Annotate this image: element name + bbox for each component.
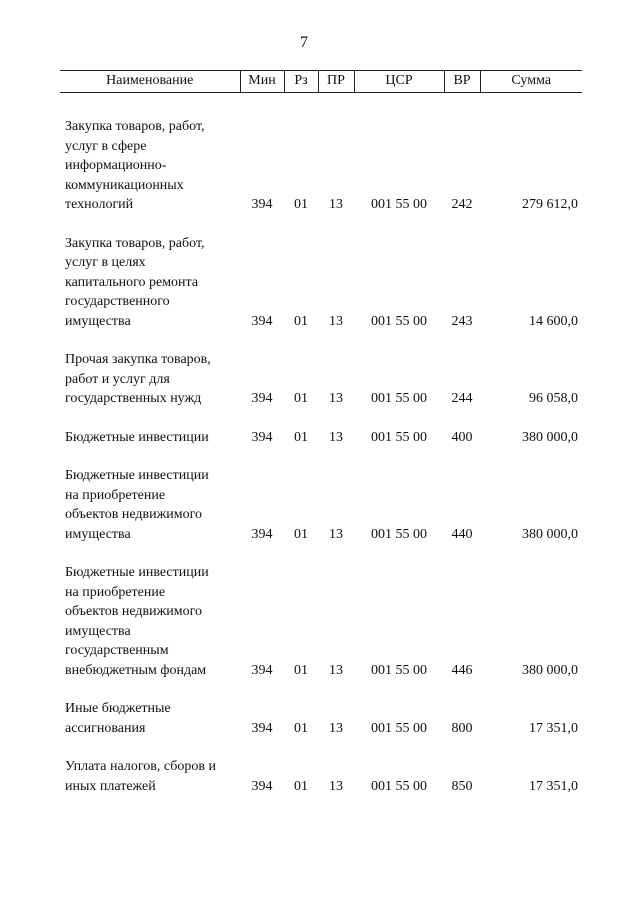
row-min: 394: [251, 391, 273, 406]
row-csr: 001 55 00: [371, 778, 427, 794]
row-min: 394: [251, 720, 273, 736]
row-min: 394: [251, 662, 273, 678]
row-csr: 001 55 00: [371, 313, 427, 329]
row-sum: 17 351,0: [529, 778, 578, 794]
row-name: Иные бюджетные ассигнования: [65, 701, 171, 736]
page-number: 7: [300, 34, 308, 51]
row-pr: 13: [329, 526, 343, 542]
row-pr: 13: [329, 662, 343, 678]
row-min: 394: [251, 197, 273, 212]
table-gap: [60, 409, 582, 428]
row-rz: 01: [294, 720, 308, 736]
row-vr: 440: [451, 526, 473, 542]
row-vr: 446: [451, 662, 473, 678]
table-gap: [60, 738, 582, 757]
table-row: [60, 699, 582, 738]
row-csr: 001 55 00: [371, 197, 427, 212]
row-sum: 279 612,0: [522, 197, 578, 212]
row-name: Уплата налогов, сборов и иных платежей: [65, 759, 216, 794]
row-sum: 380 000,0: [522, 526, 578, 542]
column-header-rz: Рз: [284, 71, 318, 93]
table-spacer: [60, 93, 582, 118]
row-name: Прочая закупка товаров, работ и услуг для государственных нужд: [65, 352, 211, 406]
row-name: Бюджетные инвестиции на приобретение объектов недвижимого имущества государственным внебюджетным фондам: [65, 565, 209, 678]
row-min: 394: [251, 526, 273, 542]
row-pr: 13: [329, 720, 343, 736]
table-row: [60, 757, 582, 796]
row-min: 394: [251, 313, 273, 329]
row-sum: 14 600,0: [529, 313, 578, 329]
column-header-pr: ПР: [318, 71, 354, 93]
row-csr: 001 55 00: [371, 526, 427, 542]
table-row: [60, 466, 582, 544]
row-pr: 13: [329, 391, 343, 406]
column-header-sum: Сумма: [480, 71, 582, 93]
row-rz: 01: [294, 197, 308, 212]
row-rz: 01: [294, 662, 308, 678]
row-pr: 13: [329, 197, 343, 212]
row-name: Бюджетные инвестиции на приобретение объектов недвижимого имущества: [65, 468, 209, 542]
column-header-vr: ВР: [444, 71, 480, 93]
row-min: 394: [251, 778, 273, 794]
budget-table: [60, 70, 582, 796]
row-vr: 850: [451, 778, 473, 794]
row-vr: 400: [451, 429, 473, 445]
row-sum: 96 058,0: [529, 391, 578, 406]
table-row: [60, 428, 582, 448]
table-gap: [60, 215, 582, 234]
row-pr: 13: [329, 429, 343, 445]
table-row: [60, 117, 582, 215]
table-gap: [60, 680, 582, 699]
table-row: [60, 234, 582, 332]
row-csr: 001 55 00: [371, 391, 427, 406]
row-vr: 243: [451, 313, 473, 329]
table-header-row: [60, 71, 582, 93]
row-vr: 800: [451, 720, 473, 736]
row-rz: 01: [294, 429, 308, 445]
row-csr: 001 55 00: [371, 662, 427, 678]
row-sum: 380 000,0: [522, 429, 578, 445]
row-rz: 01: [294, 778, 308, 794]
column-header-csr: ЦСР: [354, 71, 444, 93]
row-vr: 244: [451, 391, 473, 406]
table-gap: [60, 447, 582, 466]
column-header-name: Наименование: [60, 71, 240, 93]
row-rz: 01: [294, 391, 308, 406]
table-gap: [60, 331, 582, 350]
row-name: Закупка товаров, работ, услуг в сфере информационно- коммуникационных технологий: [65, 119, 205, 212]
row-vr: 242: [451, 197, 473, 212]
row-pr: 13: [329, 778, 343, 794]
row-pr: 13: [329, 313, 343, 329]
table-row: [60, 563, 582, 680]
table-gap: [60, 544, 582, 563]
row-sum: 17 351,0: [529, 720, 578, 736]
row-csr: 001 55 00: [371, 720, 427, 736]
column-header-min: Мин: [240, 71, 284, 93]
row-rz: 01: [294, 313, 308, 329]
row-name: Закупка товаров, работ, услуг в целях капитального ремонта государственного имущества: [65, 235, 205, 329]
row-name: Бюджетные инвестиции: [65, 429, 209, 445]
row-min: 394: [251, 429, 273, 445]
row-csr: 001 55 00: [371, 429, 427, 445]
table-row: [60, 350, 582, 409]
row-sum: 380 000,0: [522, 662, 578, 678]
row-rz: 01: [294, 526, 308, 542]
